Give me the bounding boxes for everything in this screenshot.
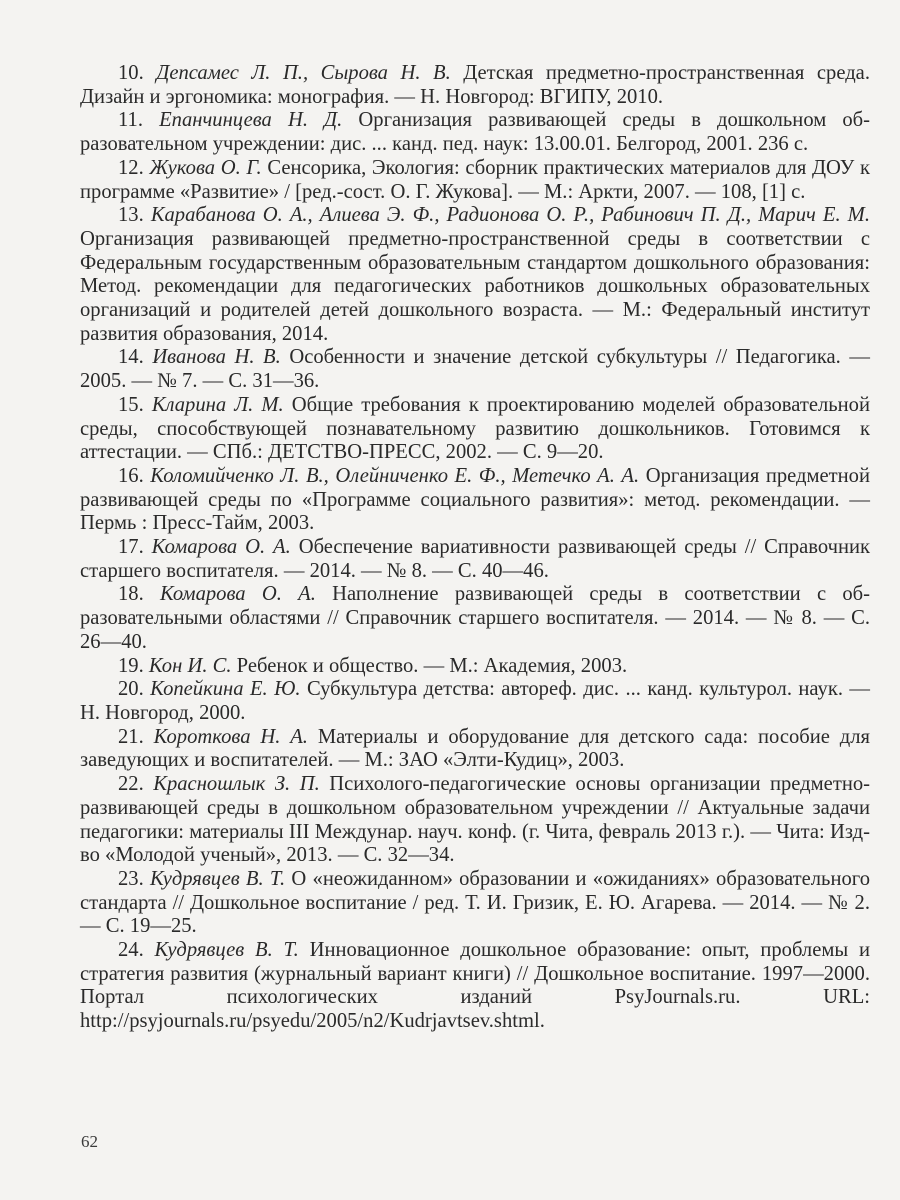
reference-authors: Кларина Л. М. xyxy=(151,393,284,416)
reference-entry xyxy=(80,157,870,204)
reference-text: Организация развивающей среды в дошкольном образовательном учреждении: дис. ... канд. пед. наук: 13.00.01. Белгород, 2001. 236 с. xyxy=(80,109,870,156)
reference-text: Детская предметно-пространственная среда. Дизайн и эргономика: монография. — Н. Новгород: ВГИПУ, 2010. xyxy=(80,62,870,108)
reference-authors: Епанчинцева Н. Д. xyxy=(159,109,343,132)
reference-authors: Кон И. С. xyxy=(148,654,232,677)
reference-entry xyxy=(80,204,870,346)
reference-entry xyxy=(80,726,870,773)
reference-authors: Комарова О. А. xyxy=(160,583,316,606)
reference-authors: Красношлык З. П. xyxy=(153,773,320,796)
reference-entry xyxy=(80,868,870,939)
reference-entry xyxy=(80,465,870,536)
reference-number: 22. xyxy=(118,773,144,796)
reference-entry xyxy=(80,62,870,109)
reference-entry xyxy=(80,109,870,156)
reference-entry xyxy=(80,773,870,868)
reference-list xyxy=(80,62,870,1034)
reference-number: 21. xyxy=(118,725,144,748)
reference-number: 24. xyxy=(118,939,144,962)
reference-entry xyxy=(80,394,870,465)
reference-text: Наполнение развивающей среды в соответствии с образовательными областями // Справочник старшего воспитателя. — 2014. — № 8. — С. 26—40. xyxy=(80,583,871,653)
reference-text: О «неожиданном» образовании и «ожиданиях» образовательного стандарта // Дошкольное воспитание / ред. Т. И. Гризик, Е. Ю. Агарева. — 2014. — № 2. — С. 19—25. xyxy=(80,867,870,938)
reference-number: 20. xyxy=(118,678,144,701)
reference-number: 18. xyxy=(118,583,144,606)
reference-text: Психолого-педагогические основы организации предметно-развивающей среды в дошкольном образовательном учреждении // Актуальные задачи педагогики: материалы III Междунар. науч. конф. (г. Чита, февраль 2013 г.). — Чита: Изд-во «Молодой ученый», 2013. — С. 32—34. xyxy=(80,773,870,867)
reference-text: Обеспечение вариативности развивающей среды // Справочник старшего воспитателя. — 2014. — № 8. — С. 40—46. xyxy=(80,536,871,582)
reference-number: 15. xyxy=(118,393,144,416)
reference-text: Материалы и оборудование для детского сада: пособие для заведующих и воспитателей. — М.: ЗАО «Элти-Кудиц», 2003. xyxy=(80,725,870,772)
reference-authors: Комарова О. А. xyxy=(151,536,291,559)
reference-entry xyxy=(80,939,870,1034)
reference-number: 11. xyxy=(118,109,143,132)
reference-authors: Кудрявцев В. Т. xyxy=(154,939,299,962)
reference-entry xyxy=(80,583,870,654)
reference-entry xyxy=(80,346,870,393)
reference-number: 23. xyxy=(118,867,144,890)
reference-text: Субкультура детства: автореф. дис. ... канд. культурол. наук. — Н. Новгород, 2000. xyxy=(80,678,870,724)
reference-authors: Коломийченко Л. В., Олейниченко Е. Ф., Метечко А. А. xyxy=(150,464,640,487)
reference-text: Инновационное дошкольное образование: опыт, проблемы и стратегия развития (журнальный вариант книги) // Дошкольное воспитание. 1997—2000. Портал психологических изданий PsyJournals.ru. URL: http://psyjournals.ru/psyedu/2005/n2/Kudrjavtsev.shtml. xyxy=(80,939,870,1033)
reference-entry xyxy=(80,655,870,679)
reference-authors: Депсамес Л. П., Сырова Н. В. xyxy=(156,62,451,84)
reference-text: Особенности и значение детской субкультуры // Педагогика. — 2005. — № 7. — С. 31—36. xyxy=(80,346,870,393)
reference-number: 12. xyxy=(118,156,144,179)
reference-number: 13. xyxy=(118,204,144,227)
reference-number: 19. xyxy=(118,654,144,677)
reference-authors: Короткова Н. А. xyxy=(153,725,308,748)
reference-authors: Кудрявцев В. Т. xyxy=(149,867,286,890)
page-number: 62 xyxy=(81,1132,98,1151)
reference-text: Общие требования к проектированию моделей образовательной среды, способствующей познавательному развитию дошкольников. Готовимся к аттестации. — СПб.: ДЕТСТВО-ПРЕСС, 2002. — С. 9—20. xyxy=(80,393,870,464)
reference-number: 16. xyxy=(118,464,144,487)
reference-number: 10. xyxy=(118,62,144,84)
reference-authors: Карабанова О. А., Алиева Э. Ф., Радионова О. Р., Рабинович П. Д., Марич Е. М. xyxy=(150,204,870,227)
reference-text: Ребенок и общество. — М.: Академия, 2003. xyxy=(236,654,628,677)
reference-number: 17. xyxy=(118,536,144,559)
reference-number: 14. xyxy=(118,346,144,369)
reference-entry xyxy=(80,536,870,583)
reference-authors: Иванова Н. В. xyxy=(152,346,281,369)
reference-text: Организация предметной развивающей среды по «Программе социального развития»: метод. рекомендации. — Пермь : Пресс-Тайм, 2003. xyxy=(80,464,870,535)
reference-authors: Копейкина Е. Ю. xyxy=(150,678,301,701)
reference-text: Организация развивающей предметно-пространственной среды в соответствии с Федеральным государственным образовательным стандартом дошкольного образования: Метод. рекомендации для педагогических работников дошкольных образовательных организаций и родителей детей дошкольного возраста. — М.: Федеральный институт развития образования, 2014. xyxy=(80,227,870,345)
reference-entry xyxy=(80,678,870,725)
reference-text: Сенсорика, Экология: сборник практических материалов для ДОУ к программе «Развитие» / [ред.-сост. О. Г. Жукова]. — М.: Аркти, 2007. — 108, [1] с. xyxy=(80,156,870,203)
reference-authors: Жукова О. Г. xyxy=(149,156,262,179)
